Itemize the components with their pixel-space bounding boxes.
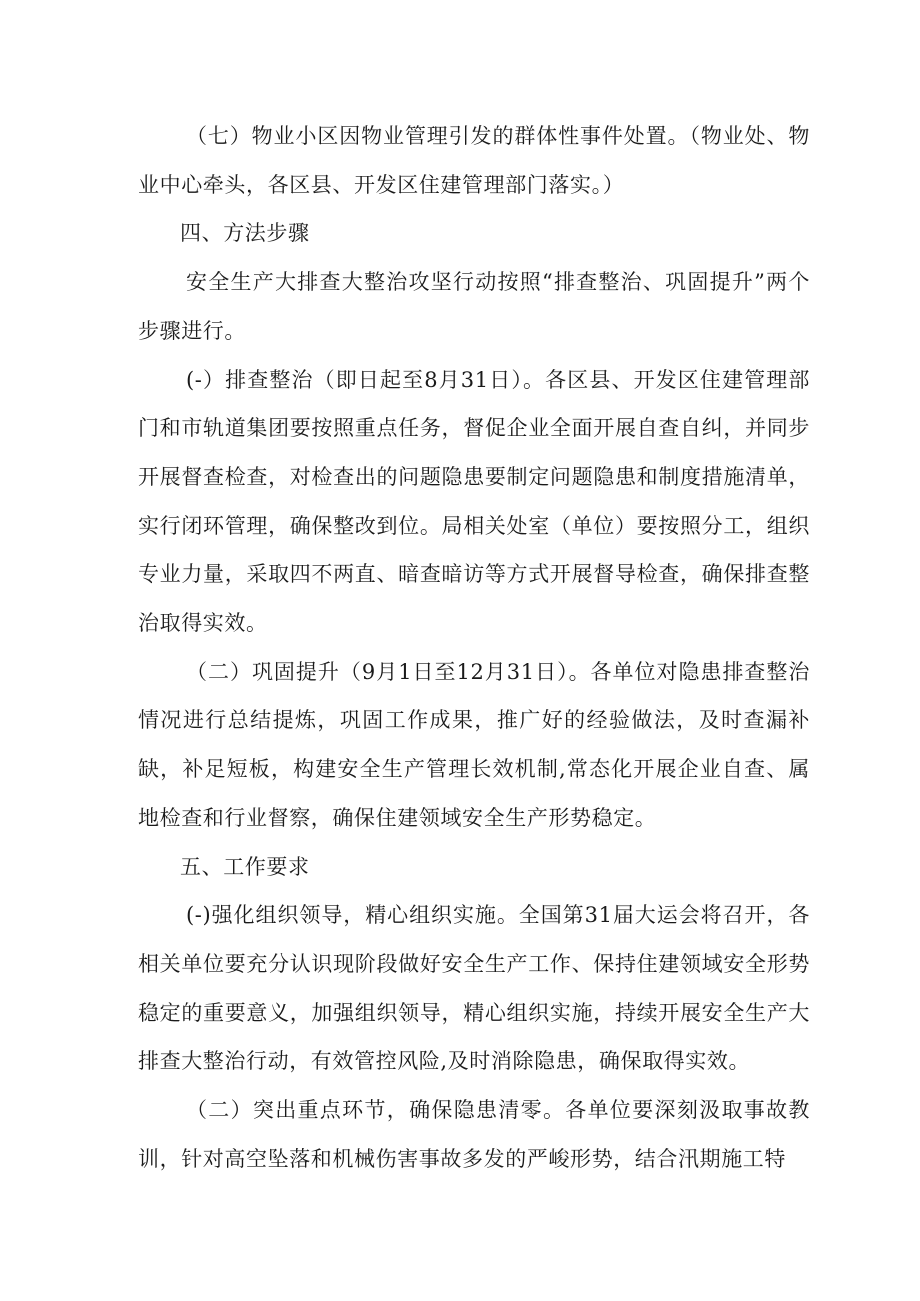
paragraph-inspection-rectification: (-）排查整治（即日起至8月31日）。各区县、开发区住建管理部门和市轨道集团要按照重点任务，督促企业全面开展自查自纠，并同步开展督查检查，对检查出的问题隐患要制定问题隐患和制度措施清单，实行闭环管理，确保整改到位。局相关处室（单位）要按照分工，组织专业力量，采取四不两直、暗查暗访等方式开展督导检查，确保排查整治取得实效。	[138, 367, 810, 636]
paragraph-consolidation: （二）巩固提升（9月1日至12月31日）。各单位对隐患排查整治情况进行总结提炼，巩固工作成果，推广好的经验做法，及时查漏补缺，补足短板，构建安全生产管理长效机制,常态化开展企业自查、属地检查和行业督察，确保住建领域安全生产形势稳定。	[138, 659, 810, 830]
section-heading-requirements: 五、工作要求	[180, 854, 310, 879]
paragraph-leadership: (-)强化组织领导，精心组织实施。全国第31届大运会将召开，各相关单位要充分认识现阶段做好安全生产工作、保持住建领域安全形势稳定的重要意义，加强组织领导，精心组织实施，持续开展安全生产大排查大整治行动，有效管控风险,及时消除隐患，确保取得实效。	[138, 903, 810, 1074]
paragraph-key-links: （二）突出重点环节，确保隐患清零。各单位要深刻汲取事故教训，针对高空坠落和机械伤害事故多发的严峻形势，结合汛期施工特	[138, 1098, 810, 1171]
paragraph-methods-intro: 安全生产大排查大整治攻坚行动按照“排查整治、巩固提升”两个步骤进行。	[138, 270, 810, 343]
document-body	[138, 112, 810, 1183]
section-heading-methods: 四、方法步骤	[180, 221, 310, 246]
paragraph-property-incident: （七）物业小区因物业管理引发的群体性事件处置。（物业处、物业中心牵头，各区县、开发区住建管理部门落实。）	[138, 124, 810, 197]
